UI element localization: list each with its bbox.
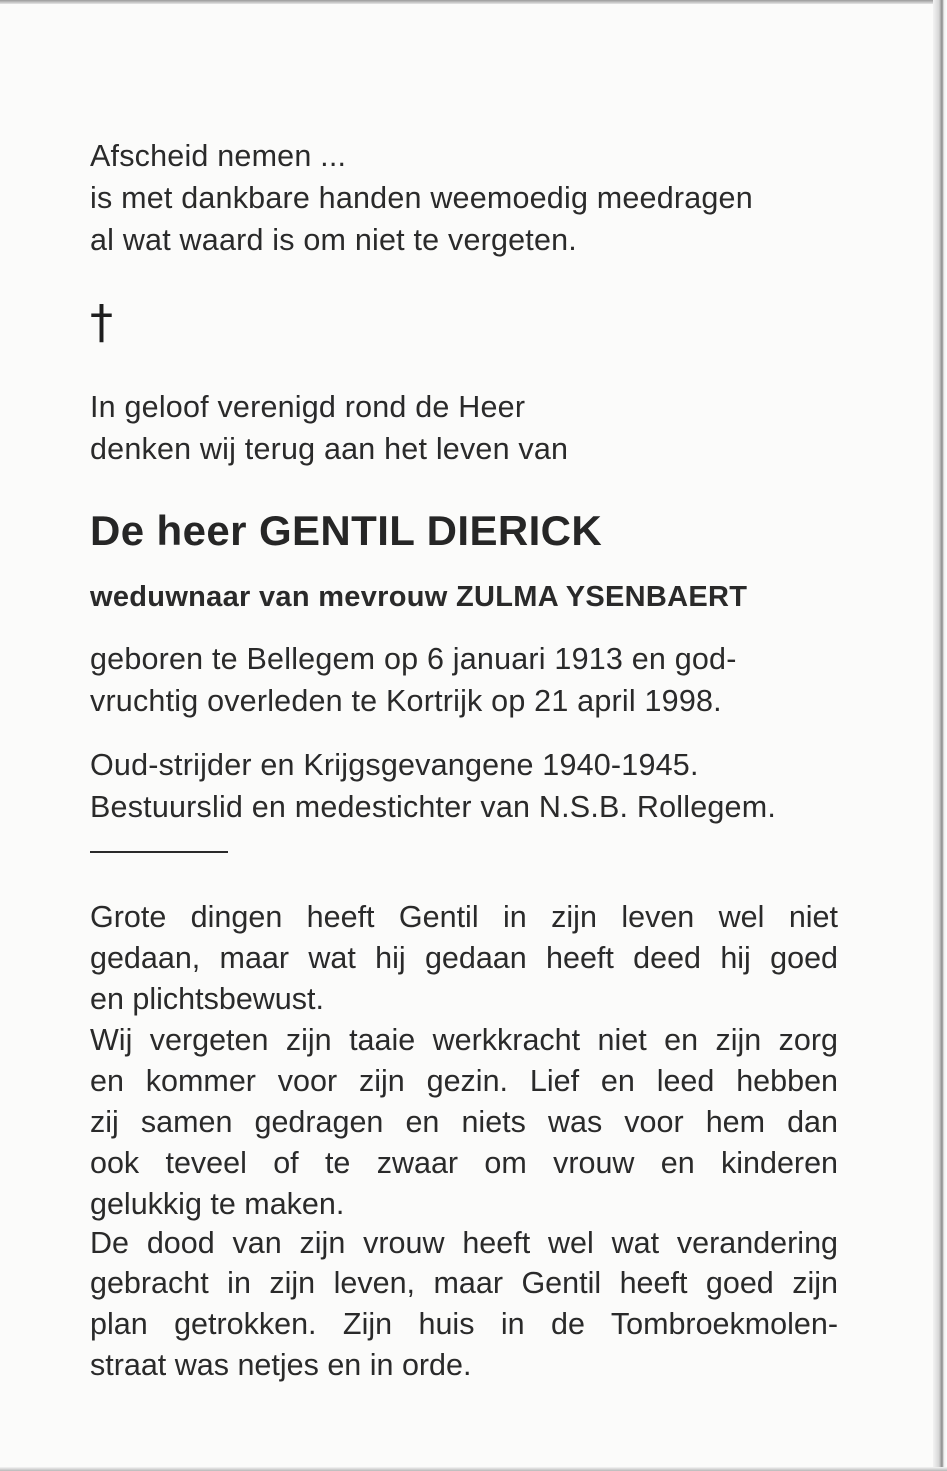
deceased-name: De heer GENTIL DIERICK [90, 507, 603, 554]
tribute-line-8: gelukkig te maken. [90, 1187, 345, 1221]
card-right-edge [933, 0, 947, 1471]
tribute-line-12: straat was netjes en in orde. [90, 1348, 472, 1382]
poem-line-1: Afscheid nemen ... [90, 139, 347, 173]
tribute-line-1: Grote dingen heeft Gentil in zijn leven wel niet [90, 900, 838, 934]
death-line: vruchtig overleden te Kortrijk op 21 april 1998. [90, 684, 722, 718]
tribute-line-6: zij samen gedragen en niets was voor hem dan [90, 1105, 838, 1139]
tribute-line-2: gedaan, maar wat hij gedaan heeft deed hij goed [90, 941, 838, 975]
birth-line: geboren te Bellegem op 6 januari 1913 en god- [90, 642, 737, 676]
poem-line-2: is met dankbare handen weemoedig meedragen [90, 181, 753, 215]
cross-icon: † [90, 295, 113, 349]
intro-line-1: In geloof verenigd rond de Heer [90, 390, 526, 424]
tribute-line-3: en plichtsbewust. [90, 982, 324, 1016]
poem-line-3: al wat waard is om niet te vergeten. [90, 223, 577, 257]
widower-of: weduwnaar van mevrouw ZULMA YSENBAERT [90, 581, 748, 613]
tribute-line-5: en kommer voor zijn gezin. Lief en leed hebben [90, 1064, 838, 1098]
tribute-line-7: ook teveel of te zwaar om vrouw en kinderen [90, 1146, 838, 1180]
card-bottom-edge [0, 1467, 947, 1471]
divider-rule [90, 851, 228, 853]
tribute-line-10: gebracht in zijn leven, maar Gentil heeft goed zijn [90, 1266, 838, 1300]
role-line-2: Bestuurslid en medestichter van N.S.B. Rollegem. [90, 790, 776, 824]
intro-line-2: denken wij terug aan het leven van [90, 432, 569, 466]
card-top-edge [0, 0, 947, 4]
tribute-line-11: plan getrokken. Zijn huis in de Tombroekmolen- [90, 1307, 838, 1341]
tribute-line-9: De dood van zijn vrouw heeft wel wat verandering [90, 1226, 838, 1260]
role-line-1: Oud-strijder en Krijgsgevangene 1940-1945. [90, 748, 699, 782]
tribute-line-4: Wij vergeten zijn taaie werkkracht niet en zijn zorg [90, 1023, 838, 1057]
